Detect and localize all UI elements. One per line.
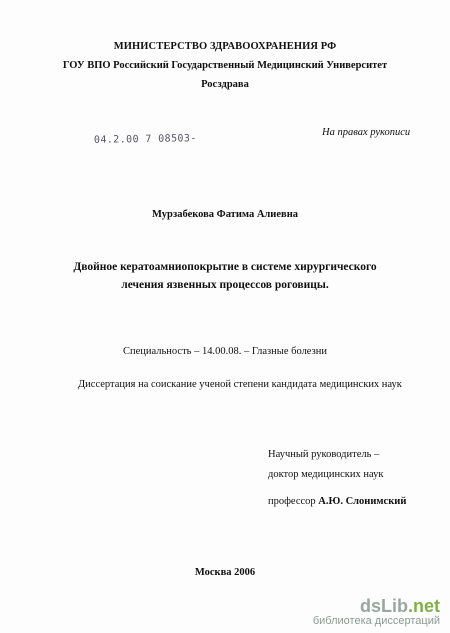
manuscript-note: На правах рукописи (322, 127, 411, 138)
dissertation-title-line-2: лечения язвенных процессов роговицы. (121, 279, 329, 291)
dissertation-title-line-1: Двойное кератоамниопокрытие в системе хирургического (73, 261, 377, 273)
supervisor-role: Научный руководитель – (268, 449, 380, 460)
dslib-logo (313, 597, 440, 615)
specialty-line: Специальность – 14.00.08. – Глазные болезни (122, 346, 327, 357)
supervisor-name-line (268, 497, 406, 508)
supervisor-title: профессор (268, 496, 319, 507)
library-stamp: 04.2.00 7 08503- (93, 133, 197, 146)
roszdrav-heading: Росздрава (201, 79, 249, 90)
dslib-logo-suffix: .net (407, 595, 440, 616)
supervisor-name: А.Ю. Слонимский (318, 496, 407, 507)
ministry-heading: МИНИСТЕРСТВО ЗДРАВООХРАНЕНИЯ РФ (113, 41, 337, 52)
degree-line: Диссертация на соискание ученой степени кандидата медицинских наук (78, 379, 402, 390)
dslib-watermark (313, 597, 440, 627)
author-name: Мурзабекова Фатима Алиевна (152, 209, 298, 220)
university-heading: ГОУ ВПО Российский Государственный Медицинский Университет (62, 60, 388, 71)
dslib-logo-main: dsLib (359, 595, 408, 616)
city-year: Москва 2006 (194, 567, 256, 578)
supervisor-degree: доктор медицинских наук (268, 469, 384, 480)
dslib-subtitle: библиотека диссертаций (312, 614, 440, 627)
